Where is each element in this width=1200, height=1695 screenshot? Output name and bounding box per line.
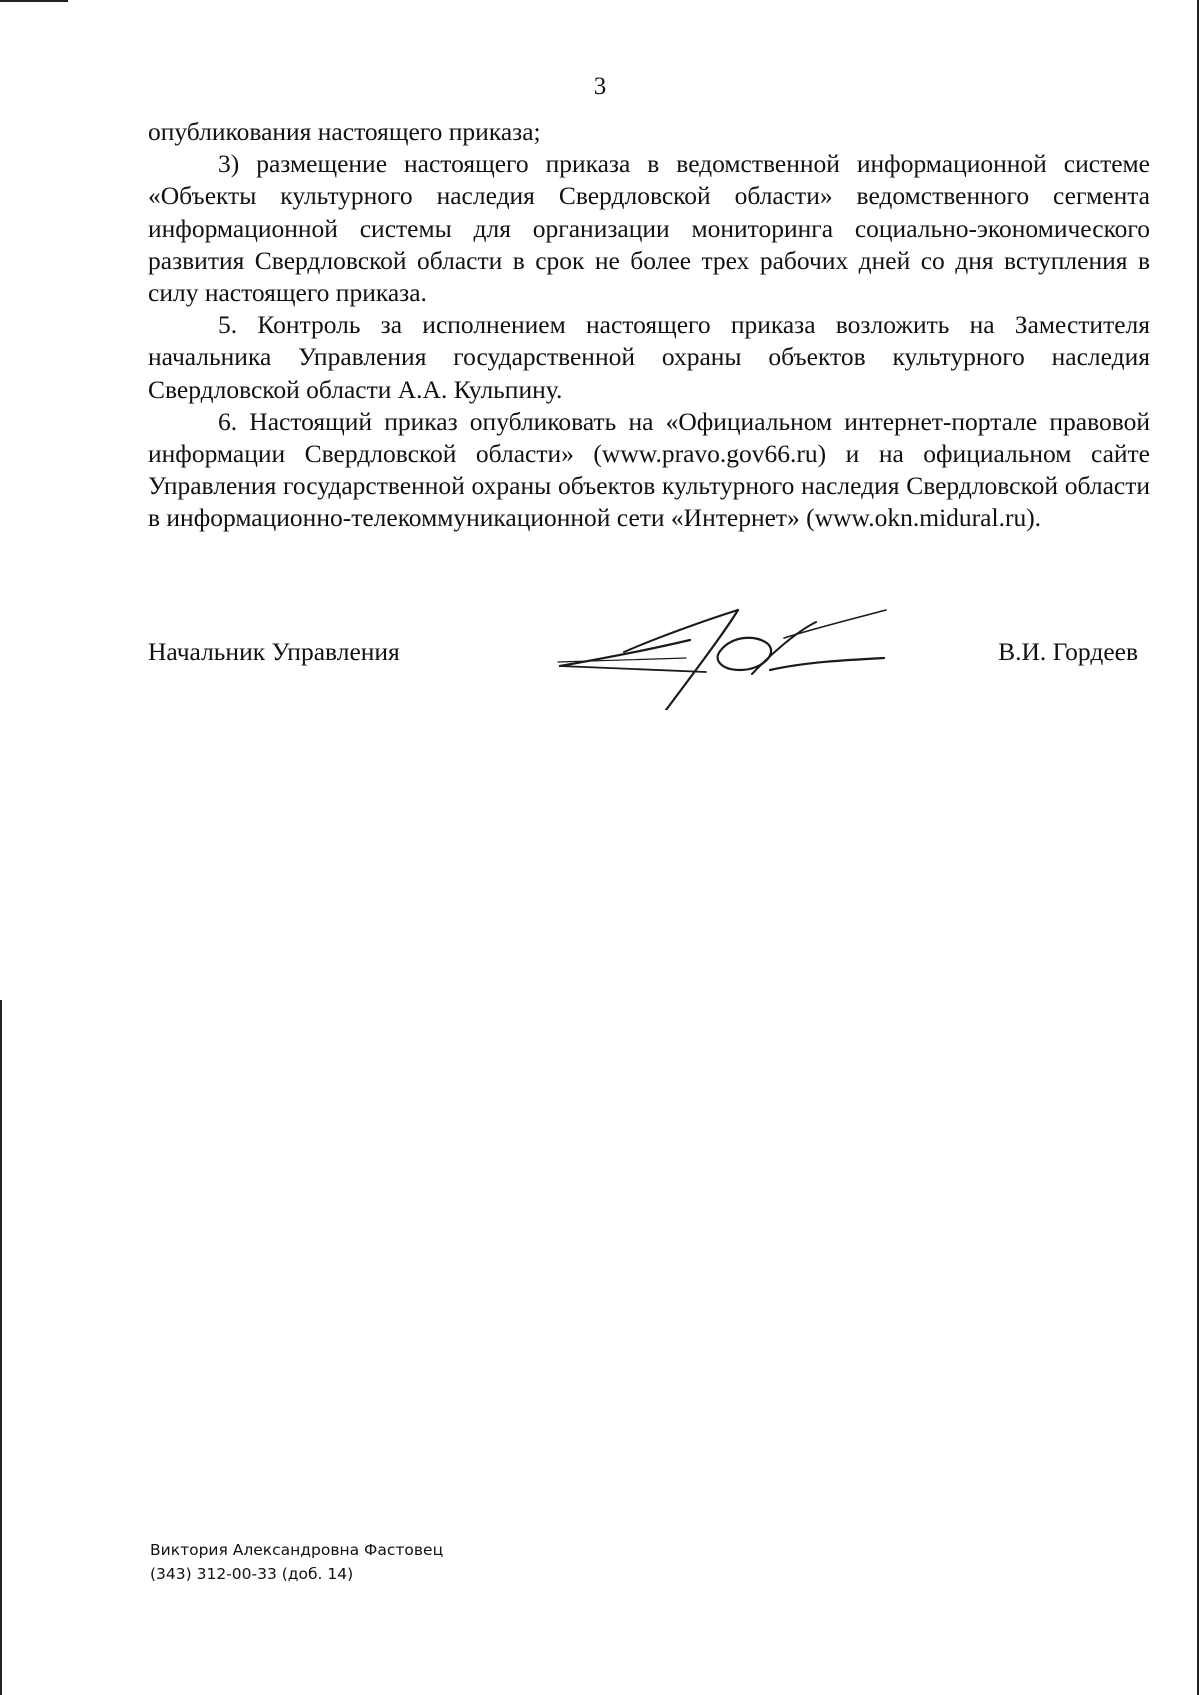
- scan-edge-right: [1197, 0, 1199, 1695]
- paragraph-item-5: 5. Контроль за исполнением настоящего приказа возложить на Заместителя начальника Управления государственной охраны объектов культурного наследия Свердловской области А.А. Кульпину.: [148, 310, 1150, 404]
- document-body: [148, 116, 1150, 535]
- scan-edge-left: [0, 1000, 2, 1695]
- paragraph-item-3: 3) размещение настоящего приказа в ведомственной информационной системе «Объекты культурного наследия Свердловской области» ведомственного сегмента информационной системы для организации мониторинга социально-экономического развития Свердловской области в срок не более трех рабочих дней со дня вступления в силу настоящего приказа.: [148, 149, 1150, 308]
- executor-block: [150, 1538, 443, 1586]
- signer-position: Начальник Управления: [148, 637, 400, 666]
- signer-name: В.И. Гордеев: [998, 637, 1138, 666]
- paragraph-item-6: 6. Настоящий приказ опубликовать на «Официальном интернет-портале правовой информации Свердловской области» (www.pravo.gov66.ru) и на официальном сайте Управления государственной охраны объектов культурного наследия Свердловской области в информационно-телекоммуникационной сети «Интернет» (www.okn.midural.ru).: [148, 406, 1150, 533]
- handwritten-signature: [556, 600, 896, 710]
- scan-edge-top-left: [0, 0, 68, 2]
- executor-name: Виктория Александровна Фастовец: [150, 1541, 444, 1559]
- paragraph-publication-continuation: опубликования настоящего приказа;: [148, 117, 541, 146]
- executor-phone: (343) 312-00-33 (доб. 14): [150, 1565, 354, 1583]
- page-number: 3: [593, 73, 607, 100]
